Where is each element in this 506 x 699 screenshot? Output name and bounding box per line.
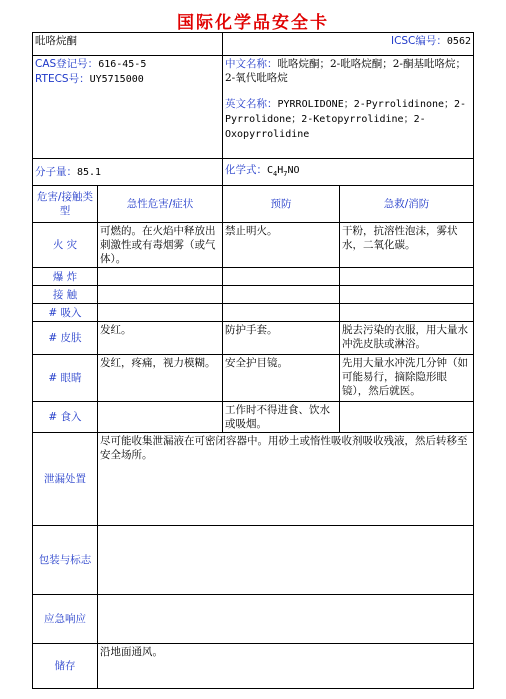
row-firstaid: 脱去污染的衣服，用大量水冲洗皮肤或淋浴。 bbox=[340, 322, 474, 355]
rtecs-value: UY5715000 bbox=[89, 74, 144, 85]
section-row bbox=[33, 433, 474, 526]
cas-value: 616-45-5 bbox=[98, 59, 147, 70]
column-header-row bbox=[33, 186, 474, 223]
formula-value: $C_4H_7NO$ bbox=[267, 165, 300, 178]
en-name-value: PYRROLIDONE；2-Pyrrolidinone；2-Pyrrolidone；2-Ketopyrrolidine；2-Oxopyrrolidine bbox=[225, 99, 467, 140]
row-firstaid bbox=[340, 268, 474, 286]
icsc-number: 0562 bbox=[446, 36, 471, 47]
section-row bbox=[33, 644, 474, 689]
row-prevention: 防护手套。 bbox=[223, 322, 340, 355]
row-symptoms bbox=[98, 268, 223, 286]
icsc-cell bbox=[223, 33, 474, 56]
row-type-explosion: 爆 炸 bbox=[33, 268, 98, 286]
mw-row bbox=[33, 159, 474, 186]
table-row bbox=[33, 268, 474, 286]
row-type-ingestion: # 食入 bbox=[33, 402, 98, 433]
section-label-emergency: 应急响应 bbox=[33, 595, 98, 644]
row-type-eyes: # 眼睛 bbox=[33, 355, 98, 402]
mw-cell bbox=[33, 159, 223, 186]
row-type-fire: 火 灾 bbox=[33, 223, 98, 268]
row-type-inhalation: # 吸入 bbox=[33, 304, 98, 322]
col-header-type: 危害/接触类型 bbox=[33, 186, 98, 223]
table-row bbox=[33, 402, 474, 433]
col-header-firstaid: 急救/消防 bbox=[340, 186, 474, 223]
section-label-packaging: 包装与标志 bbox=[33, 526, 98, 595]
section-row bbox=[33, 595, 474, 644]
row-symptoms bbox=[98, 402, 223, 433]
cas-label: CAS登记号： bbox=[35, 58, 99, 70]
cn-name-label: 中文名称： bbox=[225, 58, 278, 70]
header-row bbox=[33, 33, 474, 56]
row-firstaid bbox=[340, 304, 474, 322]
cn-name-value: 吡咯烷酮；2-吡咯烷酮；2-酮基吡咯烷；2-氧代吡咯烷 bbox=[225, 58, 466, 84]
substance-name: 吡咯烷酮 bbox=[33, 33, 223, 56]
col-header-symptoms: 急性危害/症状 bbox=[98, 186, 223, 223]
row-prevention: 工作时不得进食、饮水或吸烟。 bbox=[223, 402, 340, 433]
row-type-contact: 接 触 bbox=[33, 286, 98, 304]
row-firstaid: 先用大量水冲洗几分钟（如可能易行，摘除隐形眼镜），然后就医。 bbox=[340, 355, 474, 402]
section-text-emergency bbox=[98, 595, 474, 644]
section-text-packaging bbox=[98, 526, 474, 595]
safety-card-table bbox=[32, 32, 474, 689]
table-row bbox=[33, 304, 474, 322]
row-symptoms: 发红，疼痛，视力模糊。 bbox=[98, 355, 223, 402]
col-header-prevention: 预防 bbox=[223, 186, 340, 223]
registry-cell bbox=[33, 56, 223, 159]
row-firstaid bbox=[340, 286, 474, 304]
row-prevention bbox=[223, 304, 340, 322]
rtecs-label: RTECS号： bbox=[35, 73, 90, 85]
row-prevention bbox=[223, 286, 340, 304]
section-label-storage: 储存 bbox=[33, 644, 98, 689]
row-type-skin: # 皮肤 bbox=[33, 322, 98, 355]
section-text-storage: 沿地面通风。 bbox=[98, 644, 474, 689]
en-name-label: 英文名称： bbox=[225, 98, 278, 110]
row-symptoms bbox=[98, 304, 223, 322]
table-row bbox=[33, 355, 474, 402]
row-firstaid bbox=[340, 402, 474, 433]
identity-row bbox=[33, 56, 474, 159]
row-prevention bbox=[223, 268, 340, 286]
table-row bbox=[33, 286, 474, 304]
table-row bbox=[33, 322, 474, 355]
row-firstaid: 干粉，抗溶性泡沫，雾状水，二氧化碳。 bbox=[340, 223, 474, 268]
row-symptoms bbox=[98, 286, 223, 304]
formula-label: 化学式： bbox=[225, 164, 267, 176]
row-prevention: 安全护目镜。 bbox=[223, 355, 340, 402]
table-row bbox=[33, 223, 474, 268]
names-cell bbox=[223, 56, 474, 159]
section-row bbox=[33, 526, 474, 595]
section-label-spill: 泄漏处置 bbox=[33, 433, 98, 526]
row-symptoms: 可燃的。在火焰中释放出刺激性或有毒烟雾（或气体）。 bbox=[98, 223, 223, 268]
card-title: 国际化学品安全卡 bbox=[177, 13, 329, 33]
formula-cell bbox=[223, 159, 474, 186]
row-symptoms: 发红。 bbox=[98, 322, 223, 355]
mw-value: 85.1 bbox=[77, 166, 102, 178]
section-text-spill: 尽可能收集泄漏液在可密闭容器中。用砂土或惰性吸收剂吸收残液，然后转移至安全场所。 bbox=[98, 433, 474, 526]
mw-label: 分子量： bbox=[35, 165, 77, 178]
icsc-label: ICSC编号： bbox=[390, 35, 447, 47]
row-prevention: 禁止明火。 bbox=[223, 223, 340, 268]
